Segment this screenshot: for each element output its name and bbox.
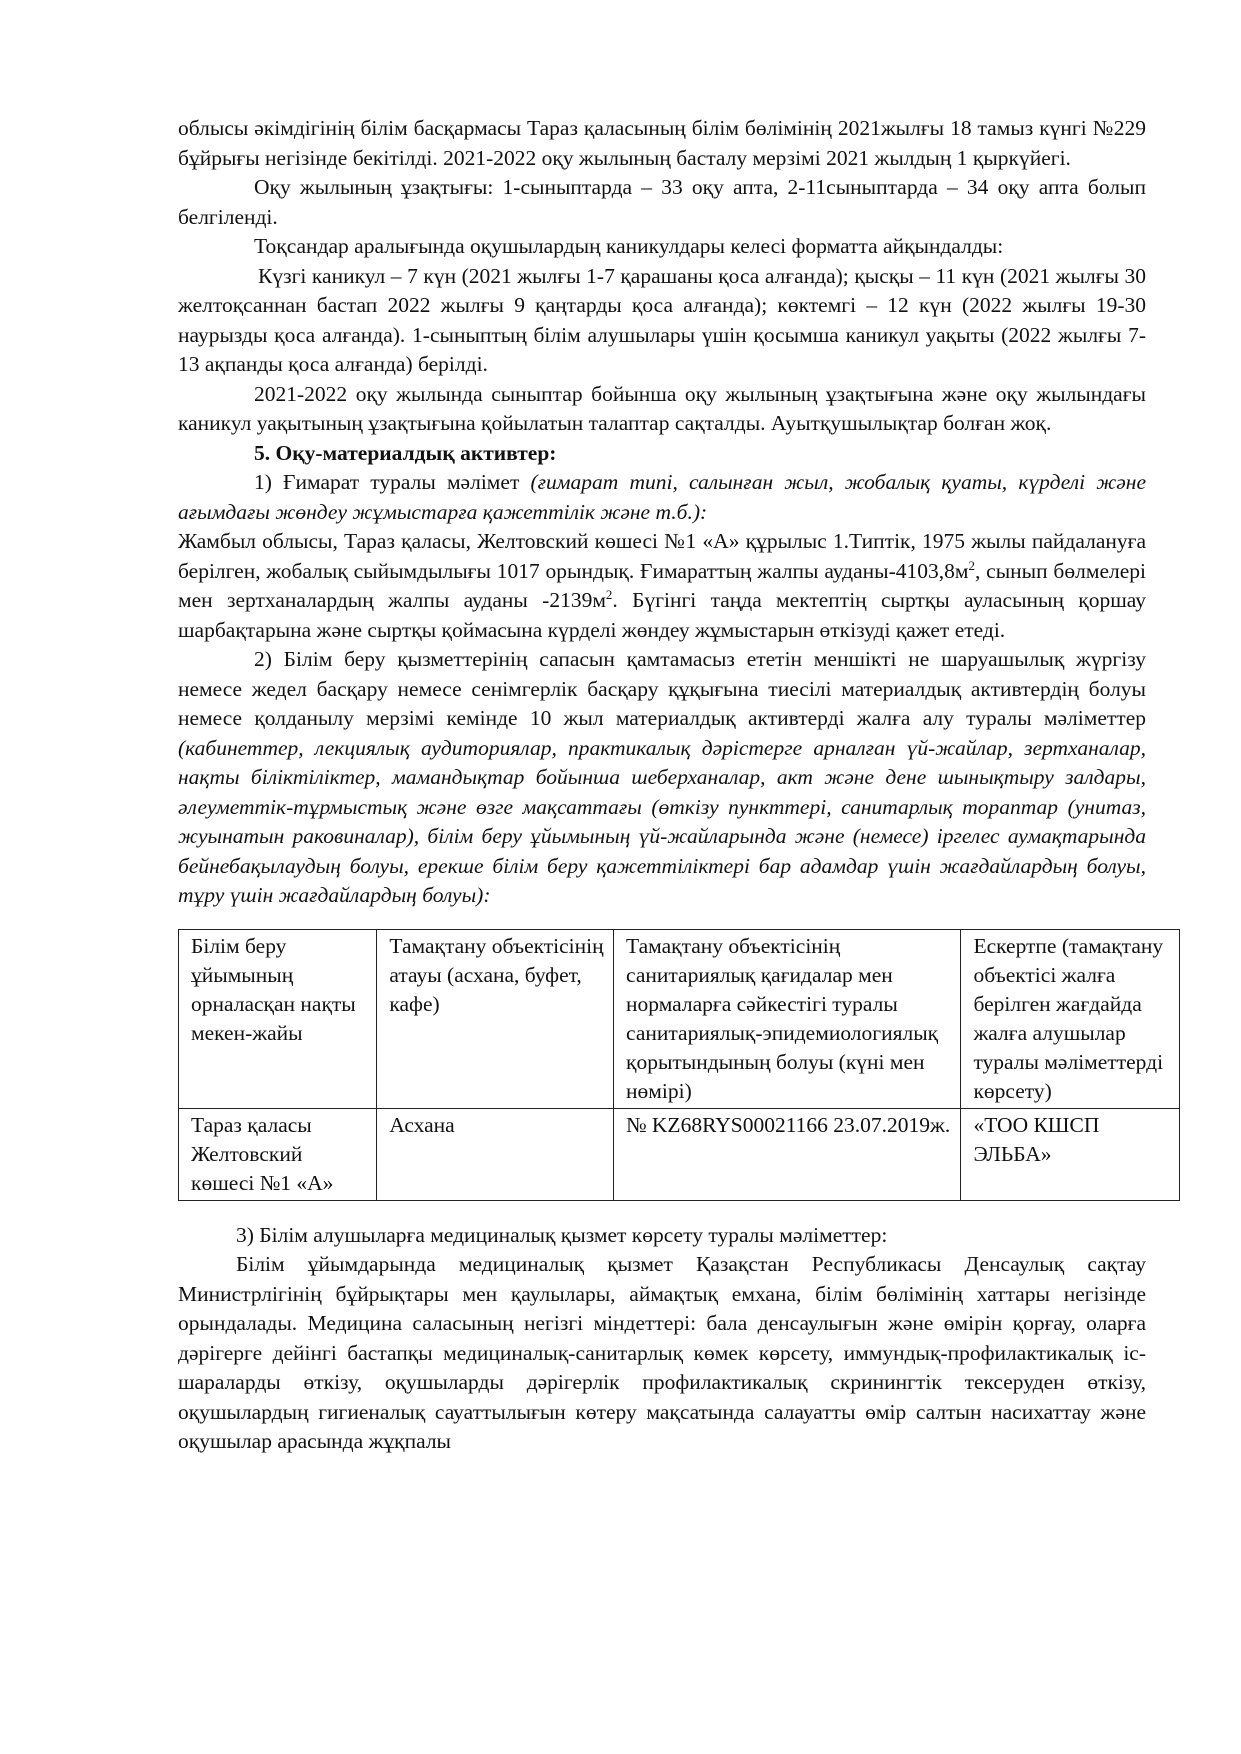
paragraph-requirements: 2021-2022 оқу жылында сыныптар бойынша оқу жылының ұзақтығына және оқу жылындағы каникул уақытының ұзақтығына қойылатын талаптар сақталды. Ауытқушылықтар болған жоқ. xyxy=(178,381,1146,435)
section-heading-material-assets: 5. Оқу-материалдық активтер: xyxy=(254,440,557,465)
table-cell-facility: Асхана xyxy=(377,1108,614,1200)
table-cell-certificate: № KZ68RYS00021166 23.07.2019ж. xyxy=(614,1108,961,1200)
paragraph-building-info xyxy=(178,527,1146,645)
table-header-row xyxy=(179,929,1180,1108)
building-info-text-c: . Бүгінгі таңда мектептің сыртқы ауласының қоршау шарбақтарына және сыртқы қоймасына күрделі жөндеу жұмыстарын өткізуді қажет етеді. xyxy=(178,588,1146,642)
material-assets-hint: (кабинеттер, лекциялық аудиториялар, практикалық дәрістерге арналған үй-жайлар, зертханалар, нақты біліктіліктер, мамандықтар бойынша шеберханалар, акт және дене шынықтыру залдары, әлеуметтік-тұрмыстық және өзге мақсаттағы (өткізу пункттері, санитарлық тораптар (унитаз, жуынатын раковиналар), білім беру ұйымының үй-жайларында және (немесе) іргелес аумақтарында бейнебақылаудың болуы, ерекше білім беру қажеттіліктері бар адамдар үшін жағдайлардың болуы, тұру үшін жағдайлардың болуы): xyxy=(178,735,1146,907)
document-page xyxy=(178,114,1164,1457)
table-row xyxy=(179,1108,1180,1200)
table-header-cell: Тамақтану объектісінің атауы (асхана, буфет, кафе) xyxy=(377,929,614,1108)
catering-table xyxy=(178,929,1180,1201)
paragraph-academic-year-approval: облысы әкімдігінің білім басқармасы Тараз қаласының білім бөлімінің 2021жылғы 18 тамыз күнгі №229 бұйрығы негізінде бекітілді. 2021-2022 оқу жылының басталу мерзімі 2021 жылдың 1 қыркүйегі. xyxy=(178,116,1146,170)
paragraph-medical-title: 3) Білім алушыларға медициналық қызмет көрсету туралы мәліметтер: xyxy=(236,1222,888,1247)
table-header-cell: Ескертпе (тамақтану объектісі жалға берілген жағдайда жалға алушылар туралы мәліметтерді көрсету) xyxy=(961,929,1180,1108)
superscript-squared: 2 xyxy=(605,586,613,602)
material-assets-label: 2) Білім беру қызметтерінің сапасын қамтамасыз ететін меншікті не шаруашылық жүргізу немесе жедел басқару немесе сенімгерлік басқару құқығына тиесілі материалдық активтердің болуы немесе қолданылу мерзімі кемінде 10 жыл материалдық активтерді жалға алу туралы мәліметтер xyxy=(178,647,1146,730)
building-info-label: 1) Ғимарат туралы мәлімет xyxy=(254,470,531,494)
paragraph-material-assets xyxy=(178,645,1146,911)
paragraph-holidays-intro: Тоқсандар аралығында оқушылардың каникулдары келесі форматта айқындалды: xyxy=(254,234,1004,258)
table-cell-address: Тараз қаласы Желтовский көшесі №1 «А» xyxy=(179,1108,377,1200)
building-info-text-a: Жамбыл облысы, Тараз қаласы, Желтовский көшесі №1 «А» құрылыс 1.Типтік, 1975 жылы пайдалануға берілген, жобалық сыйымдылығы 1017 орындық. Ғимараттың жалпы ауданы-4103,8м xyxy=(178,529,1146,583)
table-header-cell: Білім беру ұйымының орналасқан нақты мекен-жайы xyxy=(179,929,377,1108)
building-info-hint: (ғимарат типі, салынған жыл, жобалық қуаты, күрделі және ағымдағы жөндеу жұмыстарға қажеттілік және т.б.): xyxy=(178,470,1146,524)
paragraph-holidays-details: Күзгі каникул – 7 күн (2021 жылғы 1-7 қарашаны қоса алғанда); қысқы – 11 күн (2021 жылғы 30 желтоқсаннан бастап 2022 жылғы 9 қаңтарды қоса алғанда); көктемгі – 12 күн (2022 жылғы 19-30 наурызды қоса алғанда). 1-сыныптың білім алушылары үшін қосымша каникул уақыты (2022 жылғы 7-13 ақпанды қоса алғанда) берілді. xyxy=(178,263,1146,376)
building-info-text-b: , сынып бөлмелері мен зертханалардың жалпы ауданы -2139м xyxy=(178,558,1146,612)
paragraph-year-duration: Оқу жылының ұзақтығы: 1-сыныптарда – 33 оқу апта, 2-11сыныптарда – 34 оқу апта болып белгіленді. xyxy=(178,175,1146,229)
table-header-cell: Тамақтану объектісінің санитариялық қағидалар мен нормаларға сәйкестігі туралы санитариялық-эпидемиологиялық қорытындының болуы (күні мен нөмірі) xyxy=(614,929,961,1108)
superscript-squared: 2 xyxy=(968,557,975,573)
paragraph-medical-details: Білім ұйымдарында медициналық қызмет Қазақстан Республикасы Денсаулық сақтау Министрлігінің бұйрықтары мен қаулылары, аймақтық емхана, білім бөлімінің хаттары негізінде орындалады. Медицина саласының негізгі міндеттері: бала денсаулығын және өмірін қорғау, оларға дәрігерге дейінгі бастапқы медициналық-санитарлық көмек көрсету, иммундық-профилактикалық іс-шараларды өткізу, оқушыларды дәрігерлік профилактикалық скринингтік тексеруден өткізу, оқушылардың гигиеналық сауаттылығын көтеру мақсатында салауатты өмір салтын насихаттау және оқушылар арасында жұқпалы xyxy=(178,1252,1146,1453)
paragraph-building-info-title xyxy=(178,468,1146,527)
table-cell-note: «ТОО КШСП ЭЛЬБА» xyxy=(961,1108,1180,1200)
